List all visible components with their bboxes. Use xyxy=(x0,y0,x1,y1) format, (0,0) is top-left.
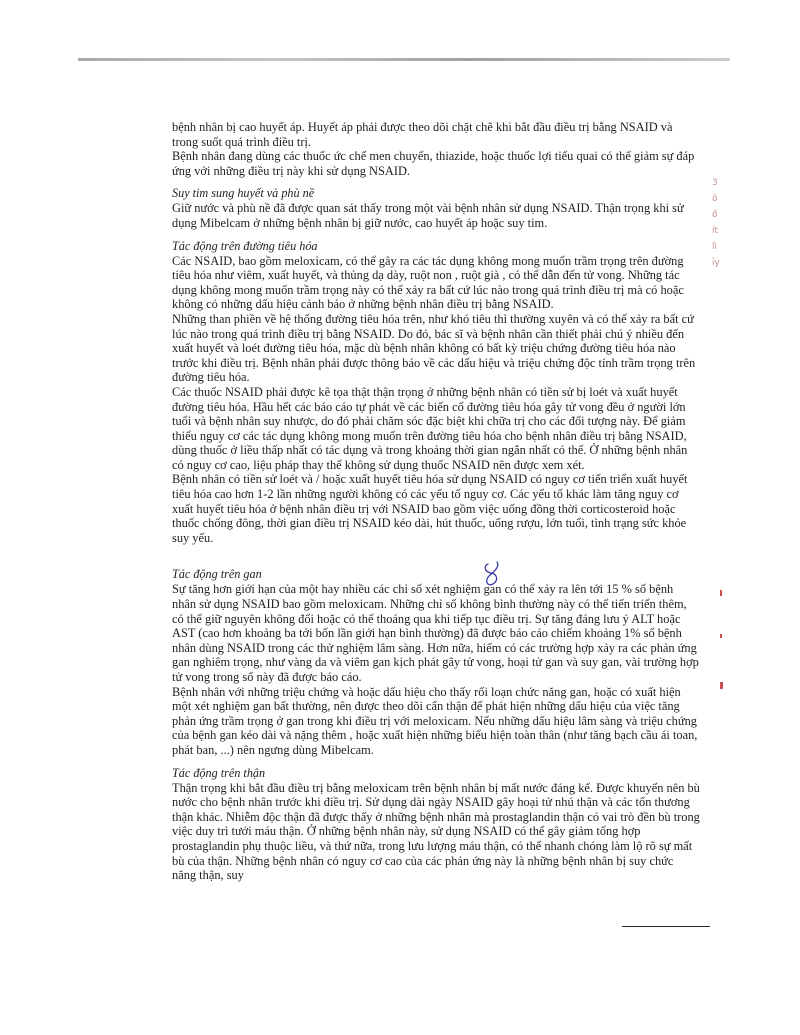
margin-red-marks-icon xyxy=(716,586,726,706)
kidney-paragraph-1: Thận trọng khi bắt đầu điều trị bằng meloxicam trên bệnh nhân bị mất nước đáng kể. Được khuyến nên bù nước cho bệnh nhân trước khi điều trị. Sử dụng dài ngày NSAID gây hoại tử nhú thận và các tổn thương thận khác. Nhiễm độc thận đã được thấy ở những bệnh nhân mà prostaglandin thận có vai trò đền bù trong việc duy trì tưới máu thận. Ở những bệnh nhân này, sử dụng NSAID có thể gây giảm tổng hợp prostaglandin phụ thuộc liều, và thứ nữa, trong lưu lượng máu thận, có thể nhanh chóng làm lộ rõ sự mất bù của thận. Những bệnh nhân có nguy cơ cao của các phản ứng này là những bệnh nhân bị suy chức năng thận, suy xyxy=(172,780,700,883)
gi-paragraph-4: Bệnh nhân có tiền sử loét và / hoặc xuất huyết tiêu hóa sử dụng NSAID có nguy cơ tiến triển xuất huyết tiêu hóa cao hơn 1-2 lần những người không có các yếu tố nguy cơ. Các yếu tố khác làm tăng nguy cơ xuất huyết tiêu hóa ở bệnh nhân điều trị với NSAID bao gồm việc uống đồng thời corticosteroid hoặc thuốc chống đông, thời gian điều trị NSAID kéo dài, hút thuốc, uống rượu, lớn tuổi, tình trạng sức khỏe suy yếu. xyxy=(172,472,688,545)
margin-mark: 3 xyxy=(712,178,718,188)
intro-paragraph-1: bệnh nhân bị cao huyết áp. Huyết áp phải được theo dõi chặt chẽ khi bắt đầu điều trị bằng NSAID và trong suốt quá trình điều trị. xyxy=(172,120,673,149)
margin-mark: ô xyxy=(712,194,718,204)
intro-paragraph-2: Bệnh nhân đang dùng các thuốc ức chế men chuyển, thiazide, hoặc thuốc lợi tiểu quai có thể giảm sự đáp ứng với những điều trị này khi sử dụng NSAID. xyxy=(172,149,695,178)
margin-mark: lì xyxy=(712,242,718,252)
gi-paragraph-2: Những than phiền về hệ thống đường tiêu hóa trên, như khó tiêu thì thường xuyên và có thể xảy ra bất cứ lúc nào trong quá trình điều trị bằng NSAID. Do đó, bác sĩ và bệnh nhân cần thiết phải chú ý nhiều đến xuất huyết và loét đường tiêu hóa, mặc dù bệnh nhân không có bất kỳ triệu chứng đường tiêu hóa nào trước khi điều trị. Bệnh nhân phải được thông báo về các dấu hiệu và triệu chứng độc tính trầm trọng trên đường tiêu hóa. xyxy=(172,311,696,385)
margin-mark: ő xyxy=(712,210,718,220)
document-page xyxy=(172,120,700,883)
margin-annotations xyxy=(712,175,728,271)
gi-paragraph-1: Các NSAID, bao gồm meloxicam, có thể gây ra các tác dụng không mong muốn trầm trọng trên đường tiêu hóa như viêm, xuất huyết, và thủng dạ dày, ruột non , ruột già , có thể dẫn đến tử vong. Những tác dụng không mong muốn trầm trọng này có thể xảy ra bất cứ lúc nào trong quá trình điều trị mà có hoặc không có những dấu hiệu cảnh báo ở những bệnh nhân điều trị bằng NSAID. xyxy=(172,253,684,312)
heading-kidney: Tác động trên thận xyxy=(172,765,266,780)
heading-liver: Tác động trên gan xyxy=(172,567,262,582)
footer-line xyxy=(622,926,710,927)
handwritten-mark-icon xyxy=(479,560,505,588)
heading-heart-failure: Suy tim sung huyết và phù nề xyxy=(172,186,315,201)
gi-paragraph-3: Các thuốc NSAID phải được kê tọa thật thận trọng ở những bệnh nhân có tiền sử bị loét và xuất huyết đường tiêu hóa. Hầu hết các báo cáo tự phát về các biến cố đường tiêu hóa gây tử vong đều ở người lớn tuổi và bệnh nhân suy nhược, do đó phải chăm sóc đặc biệt khi chữa trị cho các đối tượng này. Để giảm thiểu nguy cơ các tác dụng không mong muốn trên đường tiêu hóa cho bệnh nhân điều trị bằng NSAID, dùng thuốc ở liều thấp nhất có tác dụng và trong khoảng thời gian ngắn nhất có thể. Ở những bệnh nhân có nguy cơ cao, liệu pháp thay thế không sử dụng thuốc NSAID nên được xem xét. xyxy=(172,384,688,472)
liver-paragraph-1: Sự tăng hơn giới hạn của một hay nhiều các chỉ số xét nghiệm gan có thể xảy ra lên tới 15 % số bệnh nhân sử dụng NSAID bao gồm meloxicam. Những chỉ số không bình thường này có thể tiến triển thêm, có thể giữ nguyên không đổi hoặc có thể thoáng qua khi tiếp tục điều trị. Sự tăng đáng lưu ý ALT hoặc AST (cao hơn khoảng ba tới bốn lần giới hạn bình thường) đã được báo cáo chiếm khoảng 1% số bệnh nhân dùng NSAID trong các thử nghiệm lâm sàng. Hơn nữa, hiếm có các trường hợp xảy ra các phản ứng gan nghiêm trọng, như vàng da và viêm gan kịch phát gây tử vong, hoại tử gan và suy gan, vài trường hợp tử vong trong số này đã được báo cáo. xyxy=(172,582,699,684)
margin-mark: ỉy xyxy=(712,258,720,268)
heading-gastrointestinal: Tác động trên đường tiêu hóa xyxy=(172,238,318,253)
heart-paragraph-1: Giữ nước và phù nề đã được quan sát thấy trong một vài bệnh nhân sử dụng NSAID. Thận trọng khi sử dụng Mibelcam ở những bệnh nhân bị giữ nước, cao huyết áp hoặc suy tim. xyxy=(172,201,684,230)
scan-top-border xyxy=(78,58,730,61)
liver-paragraph-2: Bệnh nhân với những triệu chứng và hoặc dấu hiệu cho thấy rối loạn chức năng gan, hoặc có xuất hiện một xét nghiệm gan bất thường, nên được theo dõi cẩn thận để phát hiện những dấu hiệu của việc tăng phản ứng trầm trọng ở gan trong khi điều trị với meloxicam. Nếu những dấu hiệu lâm sàng và triệu chứng của bệnh gan kéo dài và nặng thêm , hoặc xuất hiện những biểu hiện toàn thân (như tăng bạch cầu ái toan, phát ban, ...) nên ngưng dùng Mibelcam. xyxy=(172,684,698,757)
margin-mark: ít xyxy=(712,226,719,236)
